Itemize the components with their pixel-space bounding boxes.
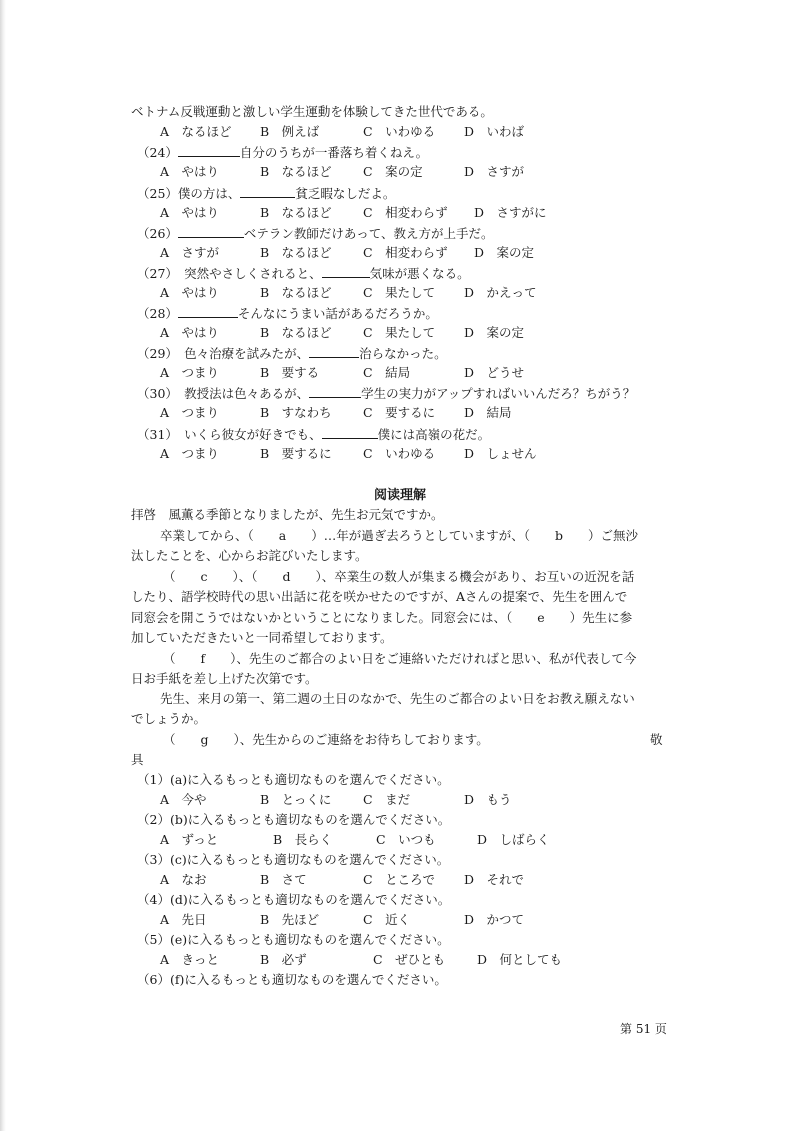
option-c: C 相変わらず [363, 205, 448, 220]
option-a: A つまり [160, 405, 220, 420]
option-d: D 案の定 [474, 245, 535, 260]
letter-line: 加していただきたいと一同希望しております。 [131, 630, 393, 645]
option-c: C 案の定 [363, 164, 423, 179]
rq-2: （2）(b)に入るもっとも適切なものを選んでください。 [137, 812, 451, 827]
option-c: C ぜひとも [373, 952, 446, 967]
intro-line: ベトナム反戦運動と激しい学生運動を体験してきた世代である。 [131, 104, 493, 119]
blank [240, 184, 295, 198]
letter-line: 日お手紙を差し上げた次第です。 [131, 671, 318, 686]
option-a: A つまり [160, 446, 220, 461]
option-d: D それで [464, 872, 525, 887]
option-a: A つまり [160, 365, 220, 380]
blank [322, 425, 378, 439]
rq-5: （5）(e)に入るもっとも適切なものを選んでください。 [137, 932, 450, 947]
letter-line: でしょうか。 [131, 711, 207, 726]
rq-1: （1）(a)に入るもっとも適切なものを選んでください。 [137, 772, 450, 787]
option-d: D しばらく [477, 832, 550, 847]
blank [309, 384, 361, 398]
blank [322, 264, 370, 278]
option-a: A やはり [160, 325, 220, 340]
letter-line: （ c ）、（ d ）、卒業生の数人が集まる機会があり、お互いの近況を話 [163, 569, 635, 584]
option-c: C 相変わらず [363, 245, 448, 260]
option-d: D かつて [464, 912, 525, 927]
question-27: （27） 突然やさしくされると、 気味が悪くなる。 [137, 266, 470, 281]
option-a: A ずっと [160, 832, 219, 847]
blank [178, 143, 240, 157]
option-b: B 必ず [260, 952, 307, 967]
option-c: C いわゆる [363, 446, 436, 461]
option-d: D どうせ [464, 365, 525, 380]
rq-3: （3）(c)に入るもっとも適切なものを選んでください。 [137, 852, 450, 867]
option-b: B なるほど [260, 285, 332, 300]
option-b: B 先ほど [260, 912, 320, 927]
option-d: D しょせん [464, 446, 537, 461]
option-a: A きっと [160, 952, 220, 967]
option-a: A 先日 [160, 912, 207, 927]
option-b: B すなわち [260, 405, 332, 420]
option-c: C ところで [363, 872, 435, 887]
question-28: （28） そんなにうまい話があるだろうか。 [137, 306, 438, 321]
option-a: A なお [160, 872, 207, 887]
option-a: A 今や [160, 792, 207, 807]
option-d: D もう [464, 792, 512, 807]
option-b: B なるほど [260, 205, 332, 220]
option-b: B なるほど [260, 325, 332, 340]
option-c: C 近く [363, 912, 411, 927]
option-d: D 結局 [464, 405, 512, 420]
option-b: B 要するに [260, 446, 332, 461]
letter-line: 同窓会を開こうではないかということになりました。同窓会には、（ e ）先生に参 [131, 610, 633, 625]
option-a: A さすが [160, 245, 220, 260]
letter-closing-kei: 敬 [650, 732, 663, 747]
option-d: D 何としても [477, 952, 563, 967]
blank [178, 224, 244, 238]
option-c: C 果たして [363, 325, 436, 340]
blank [309, 344, 359, 358]
letter-line: 先生、来月の第一、第二週の土日のなかで、先生のご都合のよい日をお教え願えない [160, 691, 635, 706]
option-c: C いつも [376, 832, 436, 847]
option-b: B さて [260, 872, 307, 887]
option-d: D かえって [464, 285, 537, 300]
option-a: A なるほど [160, 124, 232, 139]
option-c: C まだ [363, 792, 411, 807]
option-c: C 果たして [363, 285, 436, 300]
rq-6: （6）(f)に入るもっとも適切なものを選んでください。 [137, 972, 447, 987]
letter-line: （ f ）、先生のご都合のよい日をご連絡いただければと思い、私が代表して今 [163, 651, 637, 666]
option-b: B 例えば [260, 124, 320, 139]
question-29: （29） 色々治療を試みたが、 治らなかった。 [137, 346, 447, 361]
blank [178, 304, 238, 318]
letter-greeting: 拝啓 風薫る季節となりましたが、先生お元気ですか。 [131, 507, 444, 522]
letter-line: したり、語学校時代の思い出話に花を咲かせたのですが、Aさんの提案で、先生を囲んで [131, 589, 628, 604]
option-b: B とっくに [260, 792, 332, 807]
option-a: A やはり [160, 164, 220, 179]
question-31: （31） いくら彼女が好きでも、 僕には高嶺の花だ。 [137, 427, 491, 442]
rq-4: （4）(d)に入るもっとも適切なものを選んでください。 [137, 892, 451, 907]
option-b: B 要する [260, 365, 320, 380]
option-c: C 結局 [363, 365, 411, 380]
question-26: （26） ベテラン教師だけあって、教え方が上手だ。 [137, 226, 494, 241]
letter-closing-gu: 具 [131, 752, 144, 767]
question-25: （25）僕の方は、 貧乏暇なしだよ。 [137, 186, 396, 201]
option-d: D さすが [464, 164, 525, 179]
option-d: D いわば [464, 124, 525, 139]
option-b: B なるほど [260, 164, 332, 179]
question-24: （24） 自分のうちが一番落ち着くねえ。 [137, 145, 429, 160]
option-c: C 要するに [363, 405, 436, 420]
page-number: 第 51 页 [620, 1022, 667, 1036]
question-30: （30） 教授法は色々あるが、 学生の実力がアップすればいいんだろ？ちがう？ [137, 386, 636, 401]
section-title: 阅读理解 [373, 488, 426, 503]
option-c: C いわゆる [363, 124, 436, 139]
option-d: D 案の定 [464, 325, 525, 340]
letter-line: 汰したことを、心からお詫びいたします。 [131, 548, 368, 563]
option-d: D さすがに [474, 205, 547, 220]
option-b: B なるほど [260, 245, 332, 260]
option-a: A やはり [160, 285, 220, 300]
letter-line: （ g ）、先生からのご連絡をお待ちしております。 [163, 732, 489, 747]
letter-line: 卒業してから、（ a ）…年が過ぎ去ろうとしていますが、（ b ）ご無沙 [160, 528, 638, 543]
option-a: A やはり [160, 205, 220, 220]
option-b: B 長らく [273, 832, 333, 847]
